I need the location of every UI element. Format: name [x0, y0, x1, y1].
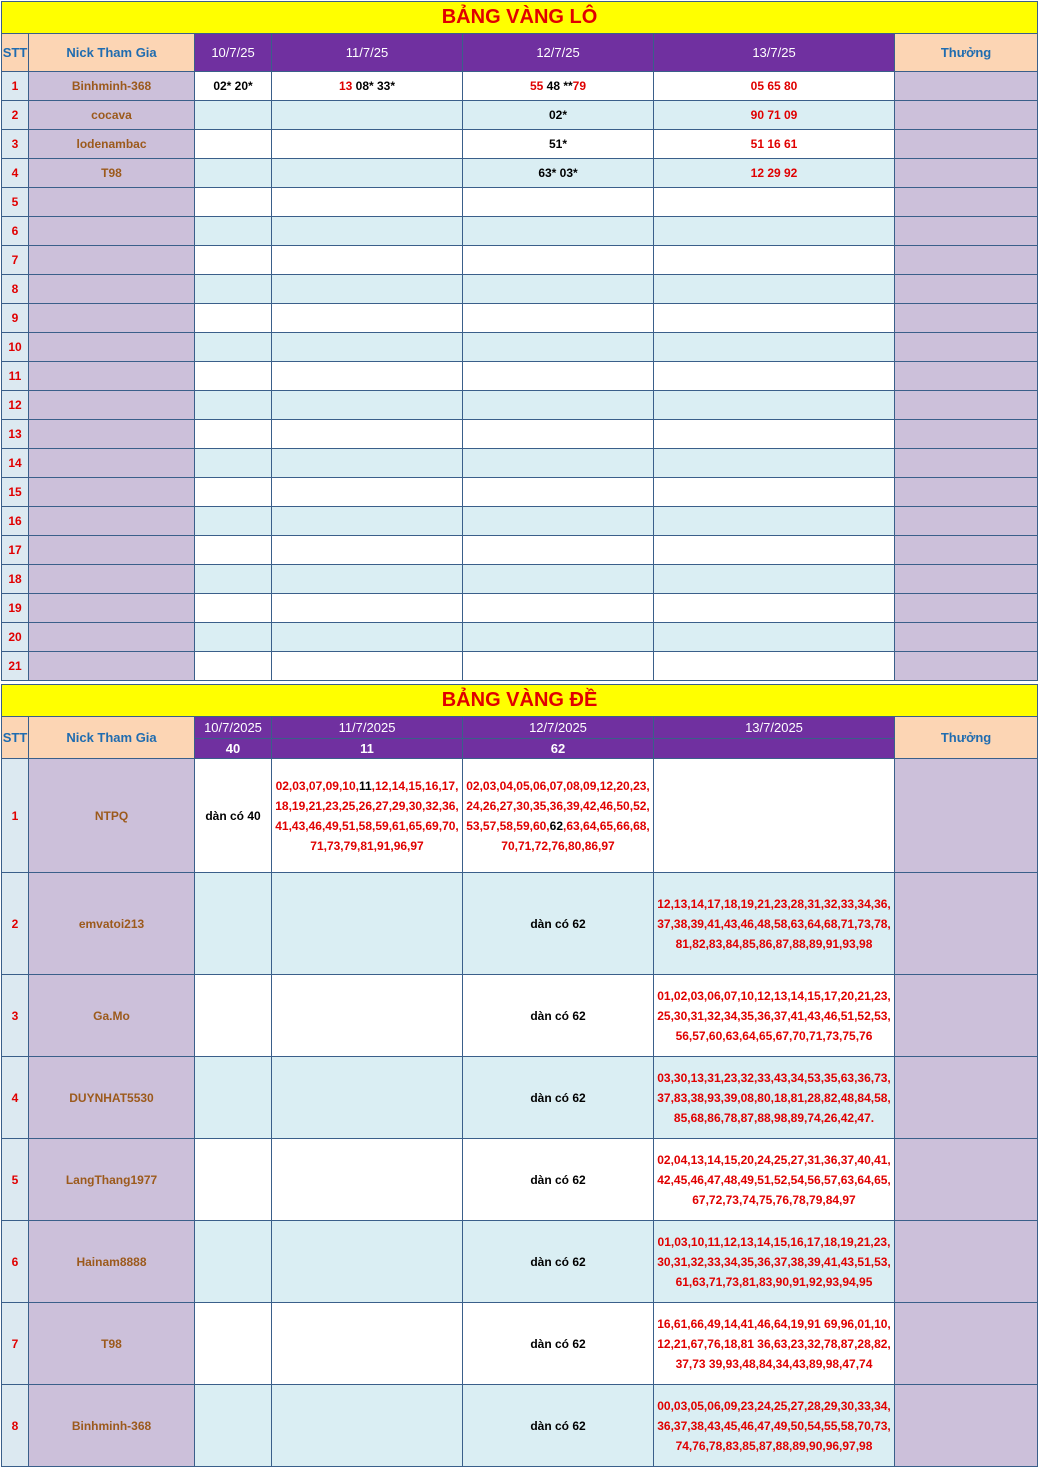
de-row-day-1[interactable]	[195, 1221, 272, 1303]
lo-row-day-2[interactable]	[272, 217, 463, 246]
cell-text-part: 02*	[548, 108, 568, 122]
lo-row-day-4[interactable]	[654, 594, 895, 623]
lo-row-day-4[interactable]	[654, 565, 895, 594]
cell-text-part: dàn có 62	[530, 1336, 586, 1351]
de-row-day-4[interactable]	[654, 1139, 895, 1221]
lo-row-stt[interactable]: 2	[2, 101, 29, 130]
lo-row-day-1[interactable]	[195, 565, 272, 594]
lo-row-nick[interactable]	[29, 391, 195, 420]
lo-row-nick[interactable]	[29, 420, 195, 449]
lo-row-stt[interactable]: 11	[2, 362, 29, 391]
lo-row-prize[interactable]	[895, 478, 1038, 507]
lo-row-day-1[interactable]	[195, 246, 272, 275]
lo-row-day-3[interactable]	[463, 333, 654, 362]
de-header-date-1: 10/7/2025	[195, 717, 272, 739]
lo-row-day-2[interactable]	[272, 246, 463, 275]
de-row-day-2[interactable]	[272, 1057, 463, 1139]
de-row-stt[interactable]: 5	[2, 1139, 29, 1221]
de-row-stt[interactable]: 7	[2, 1303, 29, 1385]
lo-row-stt[interactable]: 3	[2, 130, 29, 159]
cell-text-part: dàn có 62	[530, 916, 586, 931]
lo-row-day-3[interactable]	[463, 391, 654, 420]
lo-row-day-2[interactable]	[272, 594, 463, 623]
table-row	[2, 873, 1038, 975]
cell-text-part: 48 **	[546, 79, 573, 93]
table-row	[2, 565, 1038, 594]
lo-row-day-2[interactable]	[272, 391, 463, 420]
lo-row-nick[interactable]	[29, 536, 195, 565]
de-row-day-1[interactable]	[195, 1385, 272, 1467]
cell-text-part: 02,03,07,09,10,	[275, 778, 359, 793]
cell-text-part: 05 65 80	[750, 79, 798, 93]
lo-row-day-1[interactable]	[195, 449, 272, 478]
lo-row-day-4[interactable]	[654, 304, 895, 333]
table-row	[2, 536, 1038, 565]
lo-row-day-3[interactable]	[463, 536, 654, 565]
lo-row-stt[interactable]: 5	[2, 188, 29, 217]
de-row-day-4[interactable]	[654, 1385, 895, 1467]
lo-row-day-2[interactable]	[272, 188, 463, 217]
de-row-nick[interactable]: Hainam8888	[29, 1221, 195, 1303]
lo-row-prize[interactable]	[895, 188, 1038, 217]
cell-text-part: ,63,64,65,66,68,70,71,72,76,80,86,97	[501, 818, 650, 853]
lo-row-nick[interactable]	[29, 449, 195, 478]
lo-row-day-2[interactable]	[272, 652, 463, 681]
de-row-day-2[interactable]	[272, 1303, 463, 1385]
lo-row-day-2[interactable]	[272, 159, 463, 188]
de-row-day-2[interactable]	[272, 975, 463, 1057]
cell-text-part: 51 16 61	[750, 137, 798, 151]
de-row-prize[interactable]	[895, 1057, 1038, 1139]
table-row	[2, 420, 1038, 449]
de-row-prize[interactable]	[895, 975, 1038, 1057]
cell-text-part: 63* 03*	[538, 166, 578, 180]
cell-text-part: 02* 20*	[213, 79, 253, 93]
de-row-day-2[interactable]	[272, 1385, 463, 1467]
lo-row-day-4[interactable]	[654, 246, 895, 275]
lo-row-prize[interactable]	[895, 536, 1038, 565]
lo-row-day-4[interactable]	[654, 275, 895, 304]
table-row	[2, 975, 1038, 1057]
lo-row-day-1[interactable]	[195, 188, 272, 217]
lo-row-day-2[interactable]	[272, 130, 463, 159]
lo-row-day-3[interactable]	[463, 159, 654, 188]
lo-row-stt[interactable]: 17	[2, 536, 29, 565]
lo-row-nick[interactable]: Binhminh-368	[29, 72, 195, 101]
lo-row-day-2[interactable]	[272, 333, 463, 362]
cell-text-part: 55	[529, 79, 547, 93]
lo-row-day-1[interactable]	[195, 478, 272, 507]
de-row-day-2[interactable]	[272, 1221, 463, 1303]
lo-row-prize[interactable]	[895, 507, 1038, 536]
lo-header-nick: Nick Tham Gia	[29, 34, 195, 72]
lo-row-day-3[interactable]	[463, 362, 654, 391]
lo-row-stt[interactable]: 7	[2, 246, 29, 275]
lo-row-day-2[interactable]	[272, 536, 463, 565]
lo-row-prize[interactable]	[895, 275, 1038, 304]
lo-row-day-3[interactable]	[463, 623, 654, 652]
lo-row-day-4[interactable]	[654, 333, 895, 362]
de-row-day-4[interactable]	[654, 1057, 895, 1139]
lo-row-day-2[interactable]	[272, 362, 463, 391]
lo-row-day-1[interactable]	[195, 333, 272, 362]
lo-row-prize[interactable]	[895, 391, 1038, 420]
lo-row-nick[interactable]	[29, 246, 195, 275]
lo-row-day-4[interactable]	[654, 652, 895, 681]
cell-text-part: dàn có 62	[530, 1172, 586, 1187]
lo-row-day-4[interactable]	[654, 536, 895, 565]
lo-row-day-4[interactable]	[654, 623, 895, 652]
table-row	[2, 623, 1038, 652]
cell-text-part: dàn có 62	[530, 1254, 586, 1269]
table-row	[2, 652, 1038, 681]
table-row	[2, 304, 1038, 333]
lo-row-day-1[interactable]	[195, 304, 272, 333]
lo-row-nick[interactable]	[29, 565, 195, 594]
de-row-day-1[interactable]	[195, 975, 272, 1057]
table-row	[2, 594, 1038, 623]
lo-row-day-3[interactable]	[463, 101, 654, 130]
lo-row-day-2[interactable]	[272, 420, 463, 449]
lo-row-day-3[interactable]	[463, 246, 654, 275]
de-row-day-4[interactable]	[654, 759, 895, 873]
de-row-day-1[interactable]	[195, 1303, 272, 1385]
table-row	[2, 1385, 1038, 1467]
cell-text-part: 79	[572, 79, 587, 93]
de-row-day-2[interactable]	[272, 759, 463, 873]
table-row	[2, 391, 1038, 420]
lo-row-stt[interactable]: 21	[2, 652, 29, 681]
cell-text-part: 00,03,05,06,09,23,24,25,27,28,29,30,33,34,36,37,38,43,45,46,47,49,50,54,55,58,70,73,74,76,78,83,85,87,88,89,90,96,97,98	[657, 1398, 891, 1453]
de-row-nick[interactable]: Binhminh-368	[29, 1385, 195, 1467]
lo-row-nick[interactable]	[29, 275, 195, 304]
lo-row-day-3[interactable]	[463, 565, 654, 594]
lo-row-day-4[interactable]	[654, 449, 895, 478]
lo-row-day-3[interactable]	[463, 130, 654, 159]
table-row	[2, 159, 1038, 188]
lo-row-prize[interactable]	[895, 420, 1038, 449]
table-row	[2, 362, 1038, 391]
lo-row-prize[interactable]	[895, 333, 1038, 362]
de-row-day-4[interactable]	[654, 1221, 895, 1303]
lo-row-stt[interactable]: 4	[2, 159, 29, 188]
de-result-3: 62	[463, 739, 654, 759]
de-row-prize[interactable]	[895, 1385, 1038, 1467]
table-row	[2, 507, 1038, 536]
lo-row-stt[interactable]: 13	[2, 420, 29, 449]
de-row-stt[interactable]: 3	[2, 975, 29, 1057]
lo-row-day-1[interactable]	[195, 362, 272, 391]
lo-row-stt[interactable]: 15	[2, 478, 29, 507]
lo-row-day-1[interactable]	[195, 623, 272, 652]
lo-row-stt[interactable]: 10	[2, 333, 29, 362]
lo-row-prize[interactable]	[895, 130, 1038, 159]
lo-row-day-3[interactable]	[463, 275, 654, 304]
lo-row-nick[interactable]	[29, 507, 195, 536]
lo-row-day-2[interactable]	[272, 478, 463, 507]
cell-text-part: dàn có 62	[530, 1008, 586, 1023]
de-title: BẢNG VÀNG ĐỀ	[2, 685, 1038, 717]
cell-text-part: 01,03,10,11,12,13,14,15,16,17,18,19,21,23,30,31,32,33,34,35,36,37,38,39,41,43,51,53,61,63,71,73,81,83,90,91,92,93,94,95	[657, 1234, 891, 1289]
cell-text-part: 51*	[548, 137, 568, 151]
cell-text-part: 90 71 09	[750, 108, 798, 122]
lo-row-stt[interactable]: 16	[2, 507, 29, 536]
lo-row-day-4[interactable]	[654, 420, 895, 449]
lo-row-day-1[interactable]	[195, 652, 272, 681]
de-row-day-3[interactable]	[463, 873, 654, 975]
de-row-nick[interactable]: DUYNHAT5530	[29, 1057, 195, 1139]
de-row-prize[interactable]	[895, 1139, 1038, 1221]
de-row-nick[interactable]: NTPQ	[29, 759, 195, 873]
lo-row-day-3[interactable]	[463, 217, 654, 246]
de-row-nick[interactable]: emvatoi213	[29, 873, 195, 975]
de-result-1: 40	[195, 739, 272, 759]
lo-row-day-3[interactable]	[463, 304, 654, 333]
lo-row-stt[interactable]: 12	[2, 391, 29, 420]
lo-row-prize[interactable]	[895, 594, 1038, 623]
lo-row-stt[interactable]: 20	[2, 623, 29, 652]
lo-header-date-1: 10/7/25	[195, 34, 272, 72]
lo-row-stt[interactable]: 19	[2, 594, 29, 623]
lo-row-day-1[interactable]	[195, 72, 272, 101]
lo-row-day-3[interactable]	[463, 594, 654, 623]
lo-row-prize[interactable]	[895, 449, 1038, 478]
lo-row-nick[interactable]	[29, 623, 195, 652]
de-row-day-3[interactable]	[463, 1385, 654, 1467]
lo-row-stt[interactable]: 1	[2, 72, 29, 101]
lo-row-prize[interactable]	[895, 217, 1038, 246]
de-row-nick[interactable]: T98	[29, 1303, 195, 1385]
lo-row-day-3[interactable]	[463, 420, 654, 449]
de-row-day-1[interactable]	[195, 1139, 272, 1221]
lo-row-nick[interactable]	[29, 188, 195, 217]
lo-row-nick[interactable]	[29, 333, 195, 362]
lo-row-nick[interactable]	[29, 362, 195, 391]
lo-row-day-2[interactable]	[272, 507, 463, 536]
lo-row-day-4[interactable]	[654, 391, 895, 420]
lo-header-date-3: 12/7/25	[463, 34, 654, 72]
de-row-day-2[interactable]	[272, 873, 463, 975]
lo-row-nick[interactable]: cocava	[29, 101, 195, 130]
lo-row-prize[interactable]	[895, 565, 1038, 594]
lo-row-day-2[interactable]	[272, 304, 463, 333]
de-row-nick[interactable]: LangThang1977	[29, 1139, 195, 1221]
table-row	[2, 759, 1038, 873]
lo-row-day-4[interactable]	[654, 507, 895, 536]
de-table	[1, 684, 1038, 1467]
lo-row-prize[interactable]	[895, 159, 1038, 188]
de-header-prize: Thưởng	[895, 717, 1038, 759]
lo-row-day-4[interactable]	[654, 362, 895, 391]
de-row-day-1[interactable]	[195, 873, 272, 975]
de-result-2: 11	[272, 739, 463, 759]
lo-table	[1, 1, 1038, 681]
lo-row-nick[interactable]	[29, 478, 195, 507]
lo-header-date-4: 13/7/25	[654, 34, 895, 72]
de-row-day-3[interactable]	[463, 1139, 654, 1221]
lo-row-day-2[interactable]	[272, 565, 463, 594]
cell-text-part: 03,30,13,31,23,32,33,43,34,53,35,63,36,73,37,83,38,93,39,08,80,18,81,28,82,48,84,58,85,68,86,78,87,88,98,89,74,26,42,47.	[657, 1070, 891, 1125]
de-row-prize[interactable]	[895, 1303, 1038, 1385]
de-row-prize[interactable]	[895, 1221, 1038, 1303]
table-row	[2, 246, 1038, 275]
lo-row-day-4[interactable]	[654, 188, 895, 217]
cell-text-part: 13	[338, 79, 356, 93]
lo-row-day-3[interactable]	[463, 478, 654, 507]
de-row-nick[interactable]: Ga.Mo	[29, 975, 195, 1057]
lo-row-day-3[interactable]	[463, 449, 654, 478]
lo-row-day-4[interactable]	[654, 72, 895, 101]
table-row	[2, 101, 1038, 130]
de-row-prize[interactable]	[895, 873, 1038, 975]
lo-row-day-2[interactable]	[272, 623, 463, 652]
de-row-prize[interactable]	[895, 759, 1038, 873]
de-row-day-3[interactable]	[463, 975, 654, 1057]
lo-row-day-2[interactable]	[272, 101, 463, 130]
cell-text-part: 16,61,66,49,14,41,46,64,19,91 69,96,01,10,12,21,67,76,18,81 36,63,23,32,78,87,28,82,37,73 39,93,48,84,34,43,89,98,47,74	[657, 1316, 891, 1371]
spreadsheet	[1, 1, 1037, 1467]
cell-text-part: dàn có 62	[530, 1090, 586, 1105]
de-row-day-1[interactable]	[195, 759, 272, 873]
lo-row-nick[interactable]	[29, 304, 195, 333]
de-row-day-3[interactable]	[463, 1221, 654, 1303]
table-row	[2, 217, 1038, 246]
de-header-date-4: 13/7/2025	[654, 717, 895, 739]
lo-row-day-4[interactable]	[654, 101, 895, 130]
lo-row-day-4[interactable]	[654, 159, 895, 188]
lo-row-prize[interactable]	[895, 304, 1038, 333]
lo-row-day-1[interactable]	[195, 507, 272, 536]
cell-text-part: dàn có 62	[530, 1418, 586, 1433]
lo-row-nick[interactable]	[29, 217, 195, 246]
de-row-day-4[interactable]	[654, 1303, 895, 1385]
table-row	[2, 478, 1038, 507]
lo-row-stt[interactable]: 14	[2, 449, 29, 478]
table-row	[2, 1221, 1038, 1303]
lo-row-day-1[interactable]	[195, 159, 272, 188]
table-row	[2, 1057, 1038, 1139]
table-row	[2, 333, 1038, 362]
lo-header-stt: STT	[2, 34, 29, 72]
table-row	[2, 1139, 1038, 1221]
lo-row-day-1[interactable]	[195, 130, 272, 159]
de-row-stt[interactable]: 4	[2, 1057, 29, 1139]
cell-text-part: 02,04,13,14,15,20,24,25,27,31,36,37,40,41,42,45,46,47,48,49,51,52,54,56,57,63,64,65,67,72,73,74,75,76,78,79,84,97	[657, 1152, 891, 1207]
lo-row-day-1[interactable]	[195, 101, 272, 130]
de-row-stt[interactable]: 6	[2, 1221, 29, 1303]
lo-row-day-2[interactable]	[272, 275, 463, 304]
cell-text-part: ,12,14,15,16,17,18,19,21,23,25,26,27,29,30,32,36,41,43,46,49,51,58,59,61,65,69,70,71,73,79,81,91,96,97	[275, 778, 459, 853]
cell-text-part: 12,13,14,17,18,19,21,23,28,31,32,33,34,36,37,38,39,41,43,46,48,58,63,64,68,71,73,78,81,82,83,84,85,86,87,88,89,91,93,98	[657, 896, 891, 951]
lo-row-prize[interactable]	[895, 652, 1038, 681]
cell-text-part: 12 29 92	[750, 166, 798, 180]
lo-row-day-3[interactable]	[463, 72, 654, 101]
lo-row-day-3[interactable]	[463, 652, 654, 681]
de-row-stt[interactable]: 1	[2, 759, 29, 873]
lo-row-day-4[interactable]	[654, 130, 895, 159]
lo-row-day-4[interactable]	[654, 478, 895, 507]
de-header-date-2: 11/7/2025	[272, 717, 463, 739]
lo-row-stt[interactable]: 18	[2, 565, 29, 594]
lo-header-prize: Thưởng	[895, 34, 1038, 72]
de-header-stt: STT	[2, 717, 29, 759]
lo-row-day-2[interactable]	[272, 72, 463, 101]
de-result-4	[654, 739, 895, 759]
cell-text-part: 62	[549, 818, 564, 833]
lo-row-day-1[interactable]	[195, 275, 272, 304]
de-header-date-3: 12/7/2025	[463, 717, 654, 739]
lo-row-prize[interactable]	[895, 362, 1038, 391]
lo-header-date-2: 11/7/25	[272, 34, 463, 72]
lo-row-stt[interactable]: 8	[2, 275, 29, 304]
de-row-day-3[interactable]	[463, 1303, 654, 1385]
lo-row-prize[interactable]	[895, 101, 1038, 130]
de-row-day-3[interactable]	[463, 759, 654, 873]
de-row-day-2[interactable]	[272, 1139, 463, 1221]
lo-title: BẢNG VÀNG LÔ	[2, 2, 1038, 34]
lo-row-stt[interactable]: 9	[2, 304, 29, 333]
lo-row-day-3[interactable]	[463, 188, 654, 217]
cell-text-part: 08* 33*	[355, 79, 396, 93]
de-row-day-4[interactable]	[654, 873, 895, 975]
lo-row-day-2[interactable]	[272, 449, 463, 478]
cell-text-part: 01,02,03,06,07,10,12,13,14,15,17,20,21,23,25,30,31,32,34,35,36,37,41,43,46,51,52,53,56,57,60,63,64,65,67,70,71,73,75,76	[657, 988, 891, 1043]
lo-row-day-1[interactable]	[195, 536, 272, 565]
table-row	[2, 72, 1038, 101]
table-row	[2, 188, 1038, 217]
table-row	[2, 275, 1038, 304]
de-header-nick: Nick Tham Gia	[29, 717, 195, 759]
lo-row-nick[interactable]: lodenambac	[29, 130, 195, 159]
lo-row-nick[interactable]	[29, 652, 195, 681]
de-row-day-3[interactable]	[463, 1057, 654, 1139]
table-row	[2, 1303, 1038, 1385]
table-row	[2, 130, 1038, 159]
lo-row-prize[interactable]	[895, 623, 1038, 652]
lo-row-stt[interactable]: 6	[2, 217, 29, 246]
de-row-day-4[interactable]	[654, 975, 895, 1057]
de-row-day-1[interactable]	[195, 1057, 272, 1139]
lo-row-day-1[interactable]	[195, 217, 272, 246]
lo-row-prize[interactable]	[895, 72, 1038, 101]
cell-text-part: 11	[358, 778, 372, 793]
table-row	[2, 449, 1038, 478]
lo-row-day-1[interactable]	[195, 420, 272, 449]
lo-row-day-1[interactable]	[195, 391, 272, 420]
lo-row-day-3[interactable]	[463, 507, 654, 536]
cell-text-part: dàn có 40	[205, 808, 261, 823]
lo-row-nick[interactable]: T98	[29, 159, 195, 188]
de-row-stt[interactable]: 2	[2, 873, 29, 975]
lo-row-day-4[interactable]	[654, 217, 895, 246]
lo-row-prize[interactable]	[895, 246, 1038, 275]
de-row-stt[interactable]: 8	[2, 1385, 29, 1467]
cell-text-part: 02,03,04,05,06,07,08,09,12,20,23,24,26,27,30,35,36,39,42,46,50,52,53,57,58,59,60,	[466, 778, 650, 833]
lo-row-nick[interactable]	[29, 594, 195, 623]
lo-row-day-1[interactable]	[195, 594, 272, 623]
